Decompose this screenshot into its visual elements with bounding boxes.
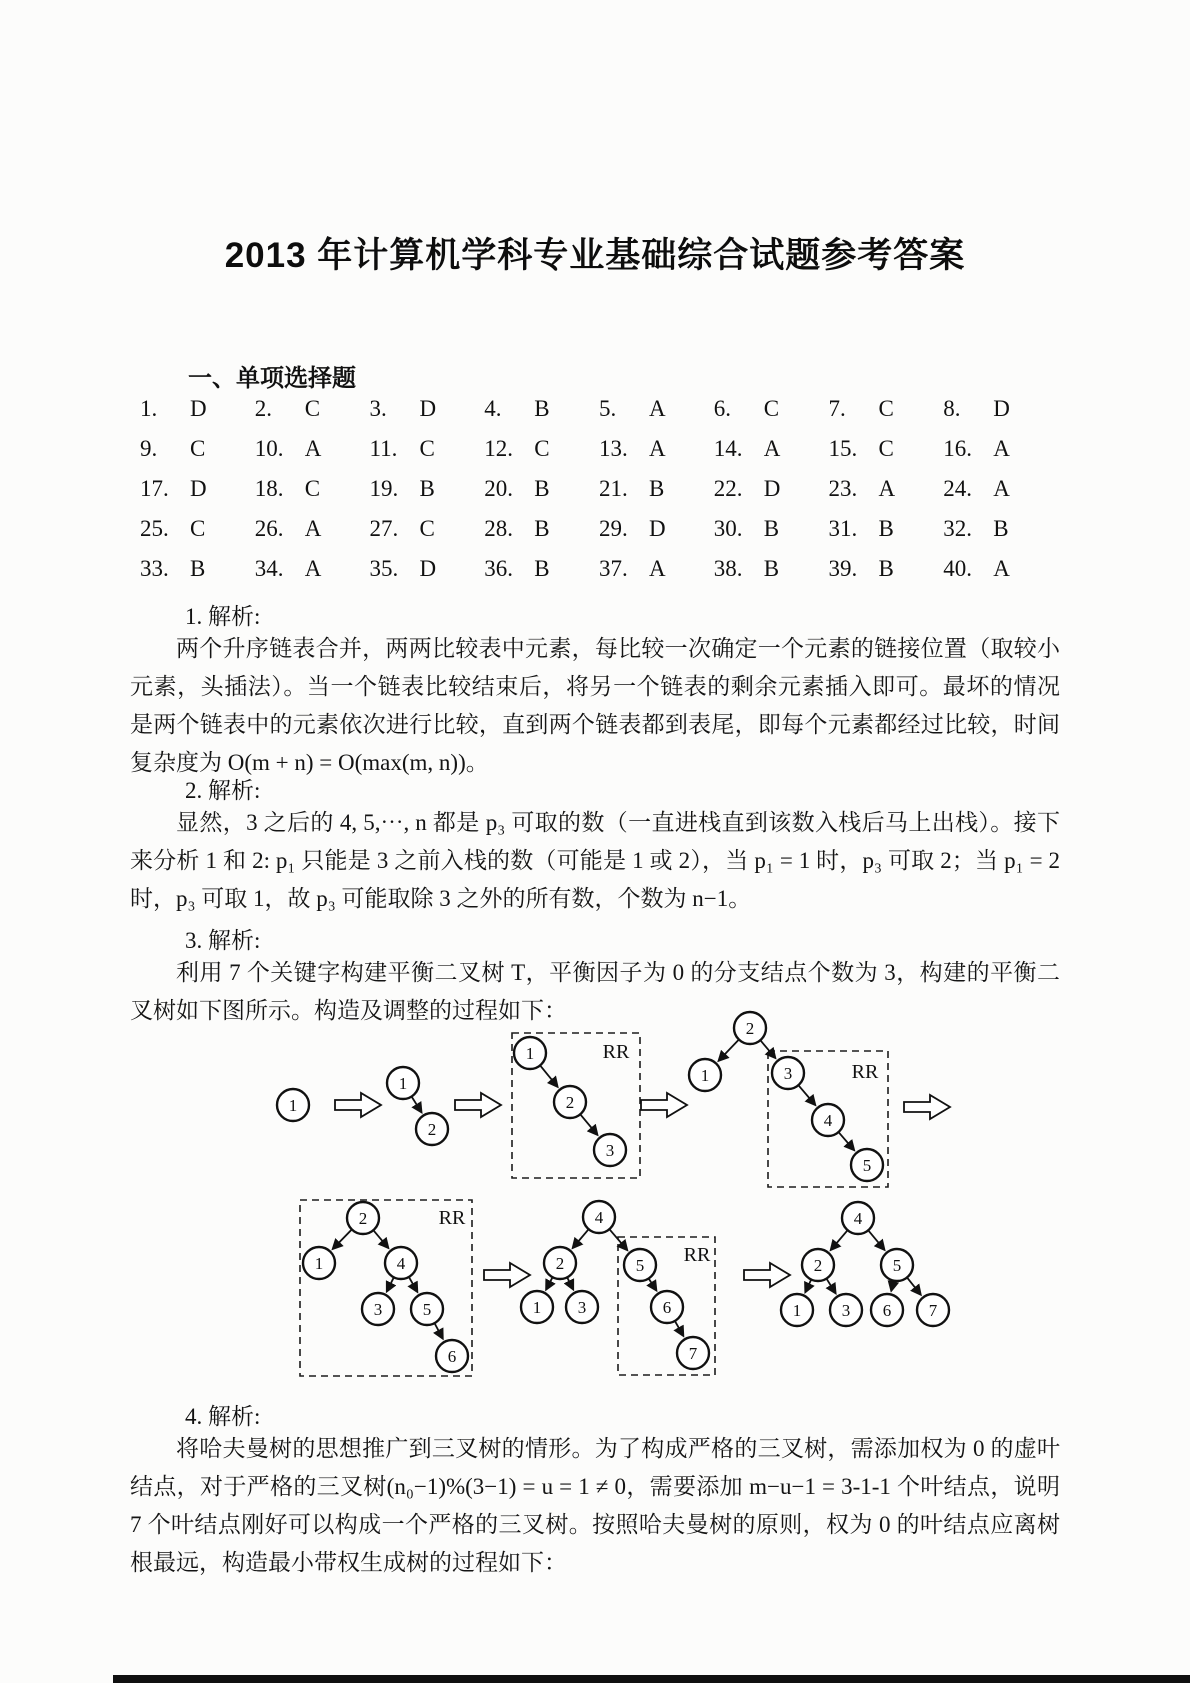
tree-edge — [387, 1277, 394, 1291]
answer-number: 3. — [369, 396, 387, 421]
tree-edge — [333, 1229, 352, 1248]
rotation-type-label: RR — [683, 1244, 711, 1266]
answer-item — [370, 396, 485, 436]
answer-item — [370, 516, 485, 556]
tree-node-label: 4 — [594, 1208, 604, 1227]
answer-number: 35. — [369, 556, 399, 581]
answer-item — [943, 396, 1058, 436]
answer-letter: B — [534, 476, 550, 501]
answer-number: 8. — [943, 396, 961, 421]
answer-item — [943, 436, 1058, 476]
tree-node-label: 2 — [358, 1209, 368, 1228]
answer-item — [255, 396, 370, 436]
answer-letter: A — [304, 516, 322, 541]
tree-node-label: 3 — [783, 1064, 793, 1083]
answer-letter: A — [304, 556, 322, 581]
rotation-type-label: RR — [602, 1041, 630, 1063]
page-title: 2013 年计算机学科专业基础综合试题参考答案 — [224, 236, 966, 275]
answer-number: 30. — [713, 516, 743, 541]
tree-node-label: 6 — [447, 1347, 457, 1366]
tree-node-label: 6 — [882, 1301, 892, 1320]
tree-node-label: 6 — [662, 1298, 672, 1317]
tree-edge — [831, 1230, 848, 1250]
answer-number: 2. — [254, 396, 272, 421]
answer-number: 11. — [369, 436, 398, 461]
answer-letter: C — [419, 516, 435, 541]
tree-edge — [805, 1279, 811, 1291]
answer-item — [370, 436, 485, 476]
answer-number: 12. — [484, 436, 513, 461]
rotation-type-label: RR — [438, 1207, 466, 1229]
tree-edge — [798, 1085, 815, 1105]
transform-arrow-icon — [455, 1093, 501, 1117]
answer-number: 17. — [140, 476, 169, 501]
tree-node-label: 2 — [427, 1120, 437, 1139]
answer-item — [829, 436, 944, 476]
transform-arrow-icon — [904, 1095, 950, 1119]
answer-item — [714, 436, 829, 476]
answer-number: 34. — [254, 556, 284, 581]
answer-letter: B — [534, 556, 550, 581]
tree-edge — [373, 1230, 388, 1247]
tree-node-label: 2 — [745, 1019, 755, 1038]
answer-number: 36. — [484, 556, 513, 581]
tree-edge — [409, 1277, 417, 1292]
answer-letter: A — [649, 396, 666, 421]
transform-arrow-icon — [641, 1093, 687, 1117]
tree-node-label: 3 — [373, 1300, 383, 1319]
answer-number: 20. — [484, 476, 513, 501]
answer-number: 37. — [599, 556, 628, 581]
answer-letter: D — [419, 556, 437, 581]
tree-edge — [435, 1323, 443, 1338]
tree-node-label: 4 — [853, 1209, 863, 1228]
answer-number: 13. — [599, 436, 628, 461]
tree-edge — [719, 1040, 739, 1061]
answer-item — [255, 556, 370, 596]
answer-number: 31. — [828, 516, 858, 541]
answer-number: 5. — [599, 396, 617, 421]
answer-number: 9. — [140, 436, 158, 461]
answer-item — [714, 556, 829, 596]
answer-letter: C — [190, 516, 206, 541]
answer-number: 29. — [599, 516, 628, 541]
avl-construction-figure-row-1 — [265, 1002, 985, 1202]
answer-letter: B — [534, 396, 550, 421]
tree-edge — [907, 1277, 921, 1294]
answer-item — [255, 436, 370, 476]
tree-node-label: 4 — [396, 1254, 406, 1273]
answer-number: 21. — [599, 476, 628, 501]
answer-number: 7. — [828, 396, 846, 421]
answer-letter: C — [534, 436, 550, 461]
tree-node-label: 7 — [928, 1301, 938, 1320]
answer-item — [255, 476, 370, 516]
tree-edge — [826, 1279, 835, 1293]
section-heading-single-choice: 一、单项选择题 — [188, 365, 356, 392]
answer-item — [829, 476, 944, 516]
tree-node-label: 4 — [823, 1111, 833, 1130]
tree-node-label: 1 — [532, 1298, 542, 1317]
answer-letter: D — [419, 396, 437, 421]
answer-number: 6. — [713, 396, 731, 421]
tree-edge — [891, 1281, 893, 1291]
answer-item — [829, 556, 944, 596]
answer-number: 1. — [140, 396, 158, 421]
answer-item — [255, 516, 370, 556]
answer-letter: B — [419, 476, 435, 501]
explanation-2-heading: 2. 解析: — [185, 778, 261, 803]
answer-item — [599, 516, 714, 556]
tree-edge — [567, 1277, 573, 1289]
tree-edge — [649, 1278, 657, 1290]
answer-grid — [140, 396, 1058, 596]
tree-node-label: 2 — [565, 1093, 575, 1112]
answer-letter: D — [649, 516, 666, 541]
tree-node-label: 7 — [688, 1344, 698, 1363]
answer-letter: B — [190, 556, 206, 581]
answer-item — [714, 476, 829, 516]
answer-item — [140, 436, 255, 476]
answer-letter: C — [878, 436, 894, 461]
answer-letter: B — [763, 556, 780, 581]
answer-item — [829, 516, 944, 556]
tree-node-label: 5 — [422, 1300, 432, 1319]
answer-letter: D — [763, 476, 781, 501]
answer-number: 18. — [254, 476, 284, 501]
answer-item — [943, 556, 1058, 596]
answer-number: 10. — [254, 436, 284, 461]
answer-letter: C — [878, 396, 894, 421]
answer-item — [943, 476, 1058, 516]
avl-construction-figure-row-2 — [290, 1195, 990, 1395]
answer-number: 24. — [943, 476, 972, 501]
tree-node-label: 1 — [525, 1044, 535, 1063]
answer-letter: C — [304, 396, 321, 421]
tree-node-label: 3 — [841, 1301, 851, 1320]
explanation-3-body: 利用 7 个关键字构建平衡二叉树 T，平衡因子为 0 的分支结点个数为 3，构建的平衡二叉树如下图所示。构造及调整的过程如下： — [130, 960, 1060, 1023]
answer-number: 40. — [943, 556, 972, 581]
answer-letter: A — [304, 436, 322, 461]
answer-letter: A — [649, 556, 666, 581]
answer-number: 32. — [943, 516, 972, 541]
explanation-2-body: 显然，3 之后的 4, 5,⋯, n 都是 p₃ 可取的数（一直进栈直到该数入栈后马上出栈）。接下来分析 1 和 2: p₁ 只能是 3 之前入栈的数（可能是 1 或 2），当 p₁ = 1 时，p₃ 可取 2；当 p₁ = 2 时，p₃ 可取 1，故 p₃ 可能取除 3 之外的所有数，个数为 n−1。 — [130, 810, 1060, 911]
answer-number: 38. — [713, 556, 743, 581]
tree-edge — [412, 1097, 422, 1113]
answer-letter: B — [763, 516, 780, 541]
answer-letter: B — [878, 556, 894, 581]
answer-item — [599, 396, 714, 436]
tree-edge — [838, 1132, 853, 1150]
answer-item — [714, 396, 829, 436]
answer-item — [140, 516, 255, 556]
answer-letter: D — [190, 476, 207, 501]
answer-item — [140, 556, 255, 596]
tree-edge — [675, 1321, 683, 1336]
answer-item — [829, 396, 944, 436]
tree-node-label: 3 — [605, 1141, 615, 1160]
answer-number: 4. — [484, 396, 502, 421]
tree-edge — [573, 1229, 589, 1248]
scan-edge-bar — [113, 1675, 1190, 1683]
answer-letter: C — [419, 436, 435, 461]
answer-item — [484, 516, 599, 556]
answer-letter: B — [878, 516, 894, 541]
tree-edge — [580, 1114, 597, 1134]
answer-item — [484, 476, 599, 516]
tree-node-label: 5 — [862, 1156, 872, 1175]
tree-node-label: 5 — [892, 1256, 902, 1275]
answer-item — [484, 396, 599, 436]
tree-node-label: 1 — [792, 1301, 802, 1320]
answer-number: 16. — [943, 436, 972, 461]
answer-item — [599, 476, 714, 516]
tree-node-label: 2 — [813, 1256, 823, 1275]
answer-letter: C — [763, 396, 780, 421]
answer-letter: B — [993, 516, 1009, 541]
answer-letter: B — [649, 476, 665, 501]
explanation-3-heading: 3. 解析: — [185, 928, 261, 953]
answer-number: 14. — [713, 436, 743, 461]
transform-arrow-icon — [335, 1093, 381, 1117]
rotation-type-label: RR — [851, 1061, 879, 1083]
answer-item — [370, 476, 485, 516]
answer-number: 19. — [369, 476, 399, 501]
tree-node-label: 5 — [635, 1256, 645, 1275]
explanation-4-heading: 4. 解析: — [185, 1404, 261, 1429]
answer-number: 23. — [828, 476, 858, 501]
answer-letter: A — [993, 476, 1010, 501]
explanation-1-body: 两个升序链表合并，两两比较表中元素，每比较一次确定一个元素的链接位置（取较小元素，头插法）。当一个链表比较结束后，将另一个链表的剩余元素插入即可。最坏的情况是两个链表中的元素依次进行比较，直到两个链表都到表尾，即每个元素都经过比较，时间复杂度为 O(m + n) = O(max(m, n))。 — [130, 636, 1060, 775]
tree-node-label: 1 — [314, 1254, 324, 1273]
answer-number: 26. — [254, 516, 284, 541]
explanation-4-body: 将哈夫曼树的思想推广到三叉树的情形。为了构成严格的三叉树，需添加权为 0 的虚叶结点，对于严格的三叉树(n₀−1)%(3−1) = u = 1 ≠ 0，需要添加 m−u−1 = 3-1-1 个叶结点，说明 7 个叶结点刚好可以构成一个严格的三叉树。按照哈夫曼树的原则，权为 0 的叶结点应离树根最远，构造最小带权生成树的过程如下： — [130, 1436, 1060, 1575]
answer-item — [484, 556, 599, 596]
tree-node-label: 1 — [398, 1074, 408, 1093]
answer-number: 15. — [828, 436, 858, 461]
answer-number: 33. — [140, 556, 169, 581]
answer-item — [140, 476, 255, 516]
answer-letter: C — [190, 436, 206, 461]
answer-number: 25. — [140, 516, 169, 541]
tree-node-label: 2 — [555, 1254, 565, 1273]
tree-node-label: 1 — [700, 1066, 710, 1085]
answer-item — [484, 436, 599, 476]
answer-number: 39. — [828, 556, 858, 581]
answer-letter: D — [190, 396, 207, 421]
answer-number: 27. — [369, 516, 399, 541]
transform-arrow-icon — [484, 1263, 530, 1287]
answer-letter: B — [534, 516, 550, 541]
answer-item — [599, 436, 714, 476]
answer-number: 28. — [484, 516, 513, 541]
answer-letter: A — [763, 436, 781, 461]
answer-item — [943, 516, 1058, 556]
tree-edge — [546, 1277, 552, 1289]
answer-letter: A — [878, 476, 896, 501]
answer-letter: C — [304, 476, 321, 501]
answer-letter: A — [993, 556, 1010, 581]
answer-letter: A — [993, 436, 1010, 461]
answer-item — [714, 516, 829, 556]
explanation-1-heading: 1. 解析: — [185, 604, 261, 629]
tree-edge — [540, 1065, 557, 1086]
tree-node-label: 3 — [577, 1298, 587, 1317]
answer-letter: D — [993, 396, 1010, 421]
answer-item — [370, 556, 485, 596]
answer-letter: A — [649, 436, 666, 461]
tree-node-label: 1 — [288, 1096, 298, 1115]
answer-number: 22. — [713, 476, 743, 501]
transform-arrow-icon — [744, 1263, 790, 1287]
answer-item — [599, 556, 714, 596]
tree-edge — [868, 1230, 884, 1249]
answer-item — [140, 396, 255, 436]
